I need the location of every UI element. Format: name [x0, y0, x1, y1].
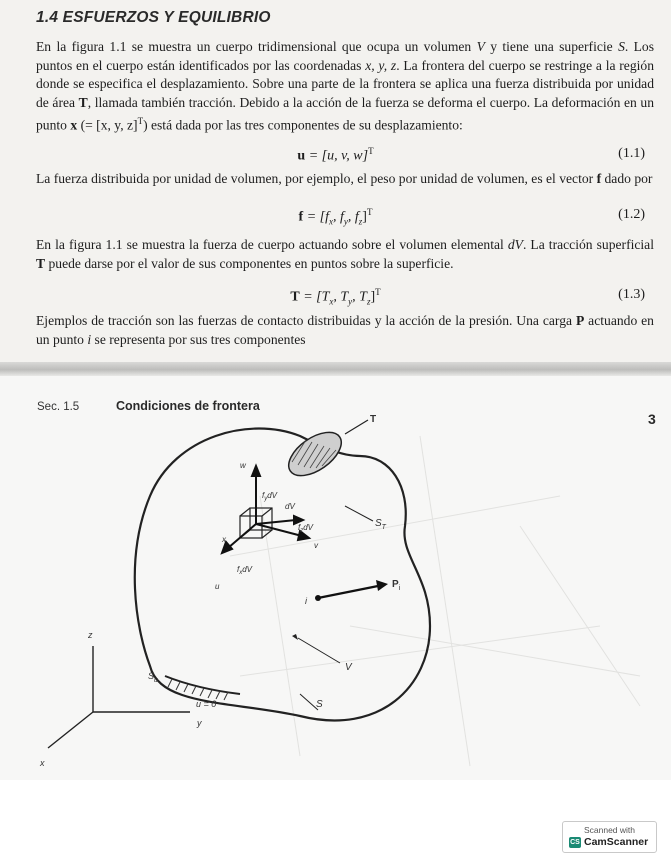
global-axes [48, 646, 190, 748]
equation-number: (1.3) [618, 287, 645, 302]
figure-1-1-body-diagram [0, 376, 671, 780]
axis-label-x: x [40, 758, 45, 768]
label-P-i: $P_i$ [392, 579, 401, 592]
label-traction-T: T [370, 414, 377, 425]
page-number: 3 [648, 411, 656, 427]
axis-label-y: y [197, 718, 202, 728]
label-w: w [240, 461, 246, 470]
leader-ST [345, 506, 373, 521]
label-u-equals-0: u = 0 [196, 699, 217, 709]
label-V: V [345, 662, 352, 673]
paragraph-1: En la figura 1.1 se muestra un cuerpo tridimensional que ocupa un volumen V y tiene una superficie S. Los puntos en el cuerpo están identificados por las coordenadas x, y, z. La frontera del cuerpo se restringe a la región donde se especifica el desplazamiento. Sobre una parte de la frontera se aplica una fuerza distribuida por unidad de área T, llamada también tracción. Debido a la acción de la fuerza se deforma el cuerpo. La deformación en un punto x (= [x, y, z]$^T$) está dada por las tres componentes de su desplazamiento: [36, 39, 655, 133]
equation-1-1: u = [u, v, w]$^T$ (1.1) [297, 146, 645, 164]
traction-patch [281, 420, 368, 484]
paragraph-2: La fuerza distribuida por unidad de volumen, por ejemplo, el peso por unidad de volumen, es el vector f dado por [36, 171, 653, 186]
label-dV: dV [285, 502, 295, 511]
equation-1-3: $T = [T_x$, $T_y$, $T_z]^T$ (1.3) [290, 287, 645, 307]
camscanner-watermark [562, 821, 657, 853]
camscanner-logo-icon: CS [570, 839, 580, 846]
bleed-through-lines [230, 436, 640, 766]
axis-label-z: z [88, 630, 93, 640]
label-fx-dV: $f_xdV$ [237, 565, 253, 576]
label-fy-dV: $f_ydV$ [262, 491, 278, 502]
paragraph-3: En la figura 1.1 se muestra la fuerza de cuerpo actuando sobre el volumen elemental dV. La tracción superficial T puede darse por el valor de sus componentes en puntos sobre la superficie. [36, 237, 654, 271]
label-x-small: x [222, 535, 226, 544]
watermark-brand: CamScanner [584, 836, 649, 848]
label-i: i [305, 596, 307, 606]
label-fz-dV: $f_zdV$ [298, 523, 314, 534]
label-S-u: $S_u$ [148, 671, 158, 684]
paragraph-4: Ejemplos de tracción son las fuerzas de contacto distribuidas y la acción de la presión. Una carga P actuando en un punto i se representa por sus tres componentes [36, 313, 654, 347]
equation-number: (1.2) [618, 207, 645, 222]
watermark-caption: Scanned with [583, 825, 636, 835]
leader-V [298, 638, 340, 663]
support-hatch [165, 676, 240, 700]
body-outline [135, 429, 430, 721]
section-title: Condiciones de frontera [116, 399, 260, 413]
label-u: u [215, 582, 220, 591]
section-number: Sec. 1.5 [37, 401, 80, 413]
section-heading: 1.4 ESFUERZOS Y EQUILIBRIO [36, 9, 271, 26]
equation-1-2: $f = [f_x$, $f_y$, $f_z]^T$ (1.2) [298, 207, 645, 227]
label-S-T: $S_T$ [375, 518, 386, 531]
load-arrow-P [318, 586, 378, 598]
load-arrowhead [376, 580, 388, 591]
equation-number: (1.1) [618, 146, 645, 161]
leader-V-arrowhead [292, 634, 298, 640]
force-arrows [222, 466, 309, 553]
label-v: v [314, 541, 318, 550]
page-fold-divider [0, 362, 671, 376]
label-S: S [316, 699, 323, 710]
